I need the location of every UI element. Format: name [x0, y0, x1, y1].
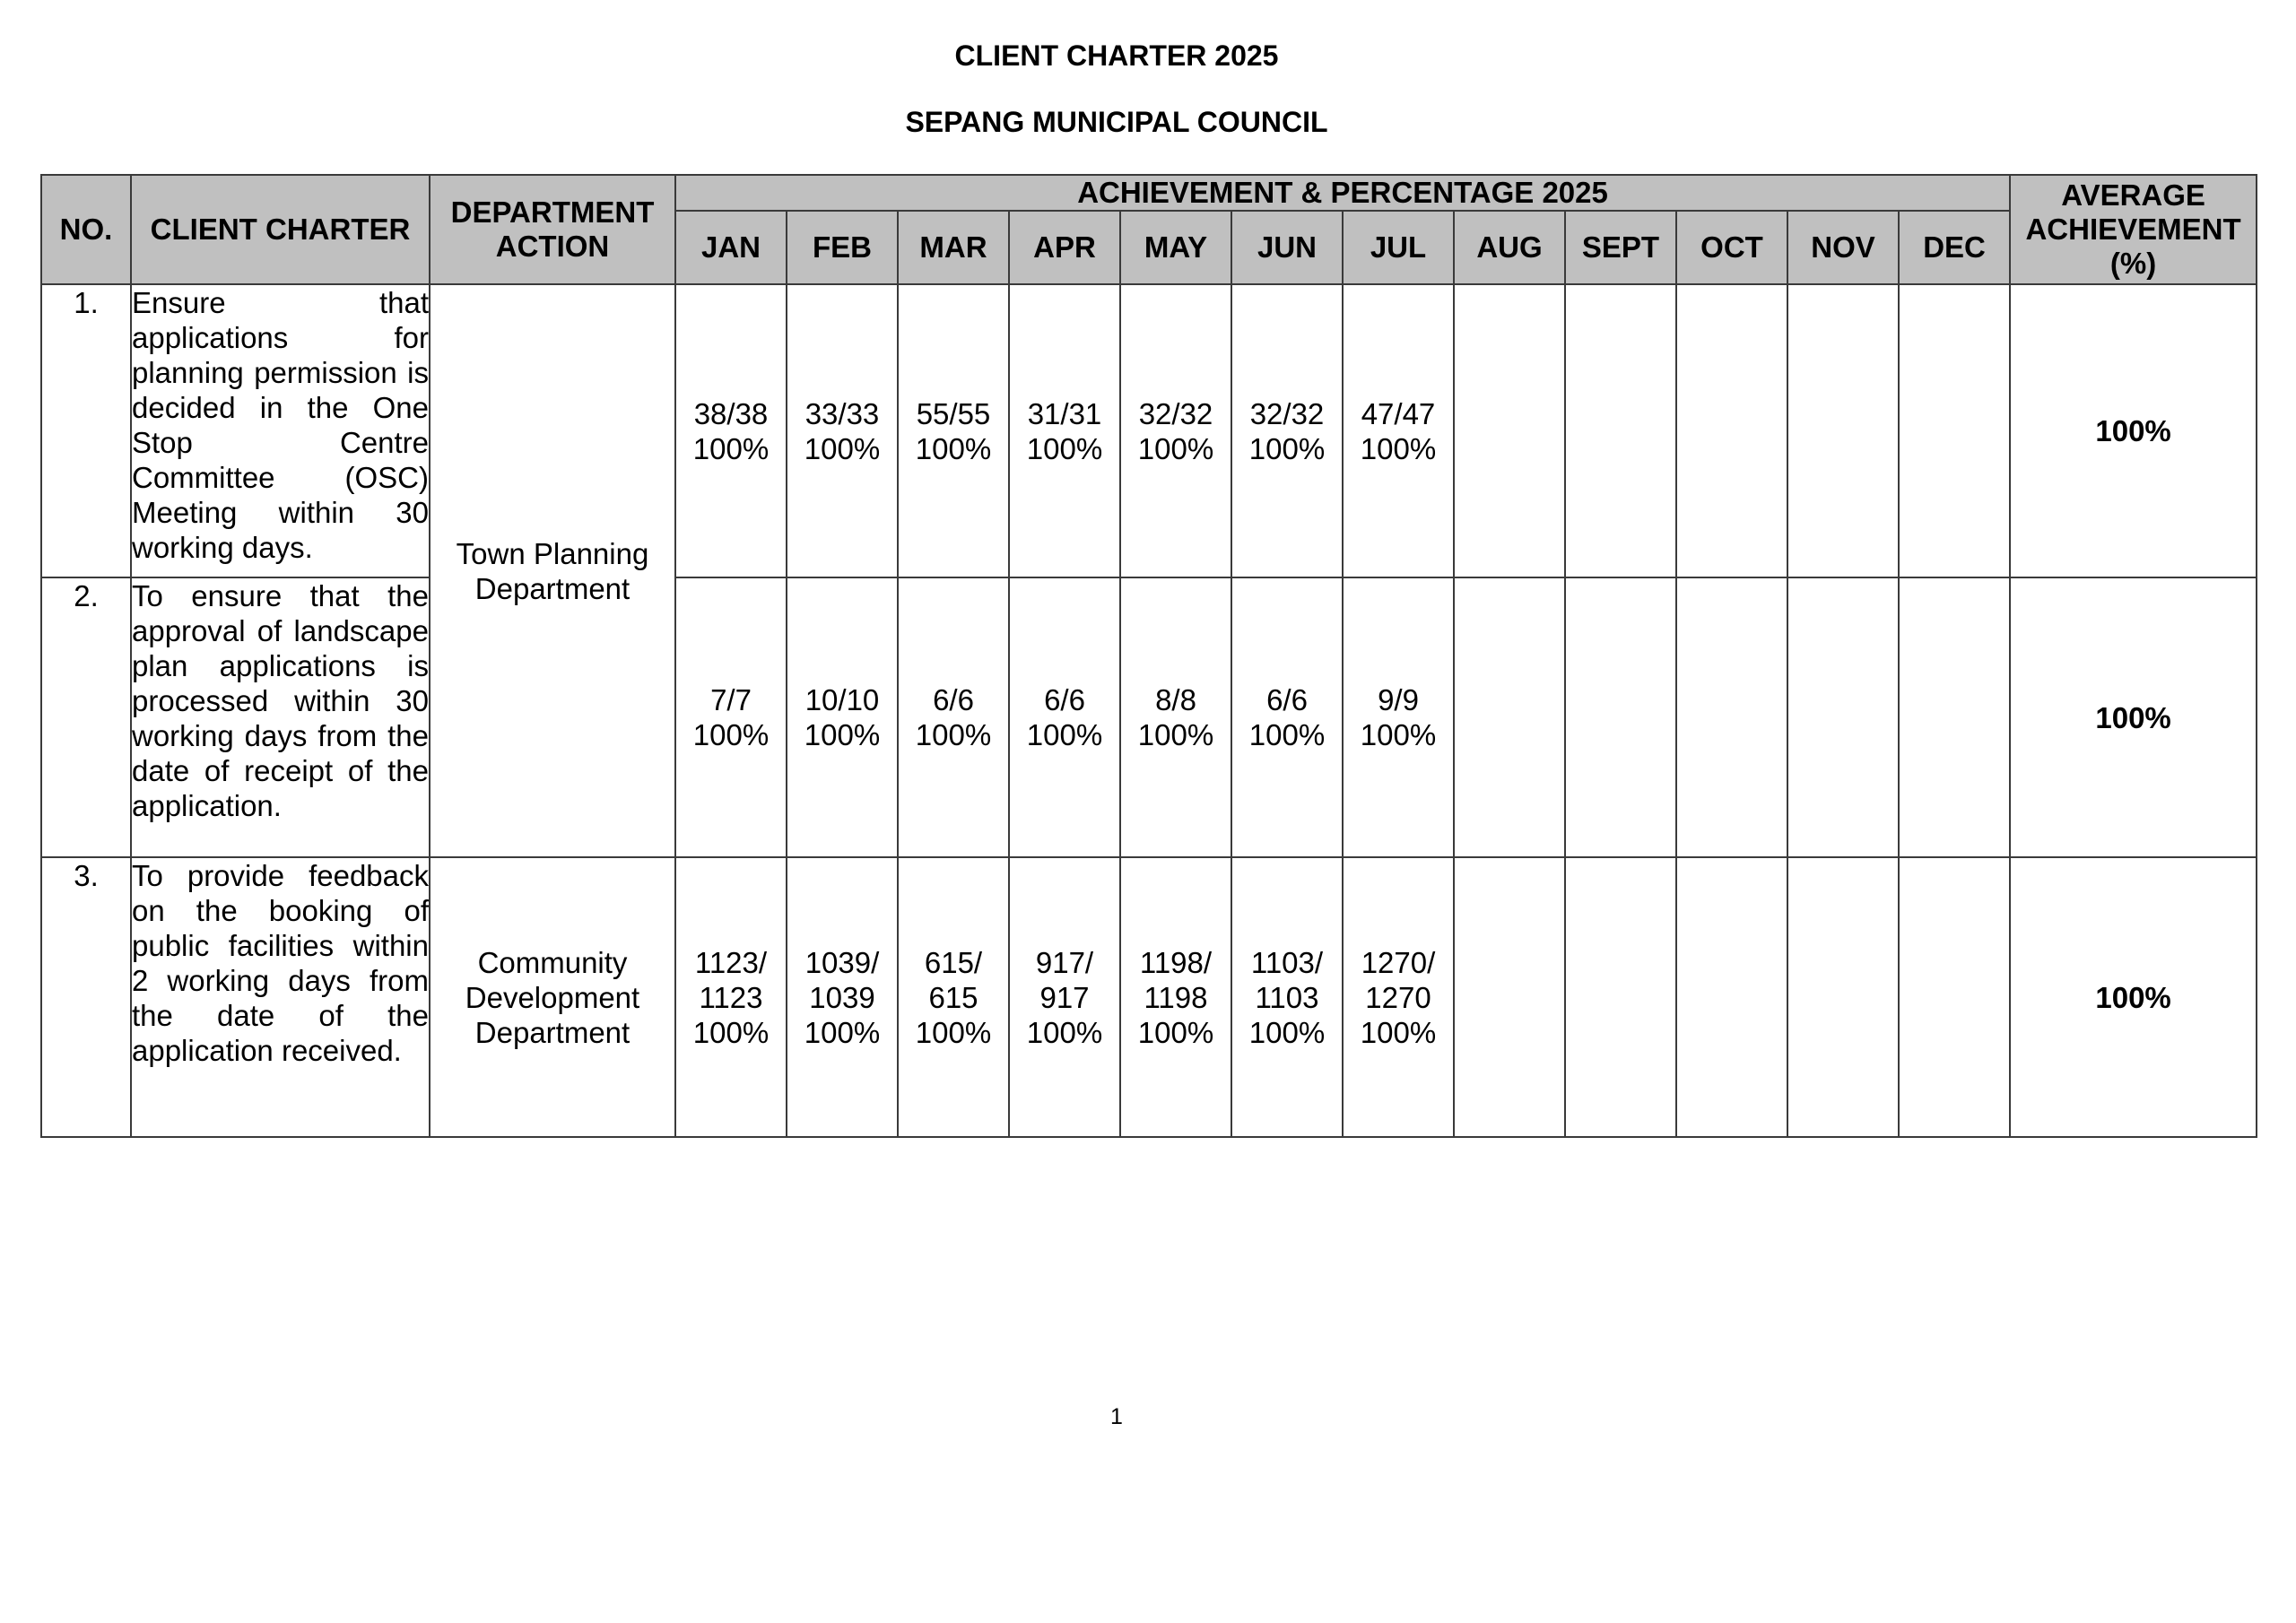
- header-month-dec: DEC: [1899, 211, 2010, 284]
- month-value-jul: [1343, 857, 1454, 1137]
- month-value-feb: [787, 577, 898, 857]
- month-value-mar: [898, 857, 1009, 1137]
- percentage: 100%: [1137, 431, 1214, 465]
- percentage: 100%: [1026, 1015, 1103, 1049]
- percentage: 100%: [1137, 1015, 1214, 1049]
- document-subtitle: SEPANG MUNICIPAL COUNCIL: [905, 106, 1328, 138]
- department-action: Town Planning Department: [430, 284, 675, 857]
- month-value-mar: [898, 284, 1009, 577]
- month-value-dec: [1899, 857, 2010, 1137]
- percentage: 100%: [1248, 1015, 1326, 1049]
- header-month-jun: JUN: [1231, 211, 1343, 284]
- header-month-may: MAY: [1120, 211, 1231, 284]
- fraction: 6/6: [933, 683, 974, 716]
- month-value-jan: [675, 577, 787, 857]
- percentage: 100%: [915, 431, 992, 465]
- header-month-feb: FEB: [787, 211, 898, 284]
- month-value-aug: [1454, 577, 1565, 857]
- fraction: 6/6: [1044, 683, 1085, 716]
- month-value-jun: [1231, 857, 1343, 1137]
- client-charter-text: To ensure that the approval of landscape plan applications is processed within 30 working days from the date of receipt of the application.: [131, 577, 430, 857]
- month-value-apr: [1009, 284, 1120, 577]
- month-value-nov: [1787, 857, 1899, 1137]
- month-value-oct: [1676, 284, 1787, 577]
- month-value-jan: [675, 284, 787, 577]
- table-row: [41, 577, 2257, 857]
- month-value-jun: [1231, 284, 1343, 577]
- percentage: 100%: [1248, 431, 1326, 465]
- header-month-apr: APR: [1009, 211, 1120, 284]
- fraction: 32/32: [1249, 396, 1325, 430]
- month-value-jun: [1231, 577, 1343, 857]
- month-value-jul: [1343, 284, 1454, 577]
- percentage: 100%: [804, 718, 881, 751]
- month-value-sept: [1565, 857, 1676, 1137]
- fraction: 1198/ 1198: [1139, 945, 1213, 1014]
- percentage: 100%: [1360, 718, 1437, 751]
- fraction: 33/33: [804, 396, 880, 430]
- average-achievement-value: 100%: [2010, 284, 2257, 577]
- percentage: 100%: [1360, 431, 1437, 465]
- header-month-jul: JUL: [1343, 211, 1454, 284]
- fraction: 6/6: [1266, 683, 1308, 716]
- page-number: 1: [1110, 1404, 1123, 1429]
- department-action: Community Development Department: [430, 857, 675, 1137]
- fraction: 1123/ 1123: [694, 945, 768, 1014]
- header-average-achievement: AVERAGE ACHIEVEMENT (%): [2010, 175, 2257, 284]
- month-value-apr: [1009, 577, 1120, 857]
- percentage: 100%: [915, 1015, 992, 1049]
- header-month-mar: MAR: [898, 211, 1009, 284]
- row-number: 3.: [41, 857, 131, 1137]
- month-value-apr: [1009, 857, 1120, 1137]
- month-value-sept: [1565, 577, 1676, 857]
- month-value-may: [1120, 577, 1231, 857]
- fraction: 917/ 917: [1035, 945, 1094, 1014]
- percentage: 100%: [1026, 718, 1103, 751]
- month-value-aug: [1454, 857, 1565, 1137]
- month-value-aug: [1454, 284, 1565, 577]
- month-value-sept: [1565, 284, 1676, 577]
- table-row: [41, 284, 2257, 577]
- fraction: 32/32: [1138, 396, 1213, 430]
- percentage: 100%: [804, 1015, 881, 1049]
- header-month-sept: SEPT: [1565, 211, 1676, 284]
- percentage: 100%: [1026, 431, 1103, 465]
- fraction: 31/31: [1027, 396, 1102, 430]
- percentage: 100%: [1137, 718, 1214, 751]
- client-charter-text: Ensure that applications for planning permission is decided in the One Stop Centre Committee (OSC) Meeting within 30 working days.: [131, 284, 430, 577]
- fraction: 10/10: [804, 683, 880, 716]
- percentage: 100%: [692, 718, 770, 751]
- header-client-charter: CLIENT CHARTER: [131, 175, 430, 284]
- average-achievement-value: 100%: [2010, 857, 2257, 1137]
- document-title: CLIENT CHARTER 2025: [954, 39, 1279, 72]
- table-row: [41, 857, 2257, 1137]
- client-charter-text: To provide feedback on the booking of public facilities within 2 working days from the date of the application received.: [131, 857, 430, 1137]
- month-value-dec: [1899, 284, 2010, 577]
- client-charter-table: [40, 174, 2257, 1138]
- month-value-nov: [1787, 284, 1899, 577]
- fraction: 38/38: [693, 396, 769, 430]
- percentage: 100%: [692, 431, 770, 465]
- header-department-action: DEPARTMENT ACTION: [430, 175, 675, 284]
- header-month-jan: JAN: [675, 211, 787, 284]
- fraction: 8/8: [1155, 683, 1196, 716]
- percentage: 100%: [915, 718, 992, 751]
- average-achievement-value: 100%: [2010, 577, 2257, 857]
- fraction: 55/55: [916, 396, 991, 430]
- month-value-oct: [1676, 857, 1787, 1137]
- percentage: 100%: [692, 1015, 770, 1049]
- fraction: 9/9: [1378, 683, 1419, 716]
- fraction: 1039/ 1039: [804, 945, 880, 1014]
- fraction: 7/7: [710, 683, 752, 716]
- row-number: 1.: [41, 284, 131, 577]
- month-value-may: [1120, 284, 1231, 577]
- percentage: 100%: [804, 431, 881, 465]
- month-value-oct: [1676, 577, 1787, 857]
- header-month-nov: NOV: [1787, 211, 1899, 284]
- month-value-jul: [1343, 577, 1454, 857]
- month-value-may: [1120, 857, 1231, 1137]
- percentage: 100%: [1360, 1015, 1437, 1049]
- header-achievement: ACHIEVEMENT & PERCENTAGE 2025: [675, 175, 2010, 211]
- row-number: 2.: [41, 577, 131, 857]
- month-value-feb: [787, 284, 898, 577]
- header-no: NO.: [41, 175, 131, 284]
- fraction: 47/47: [1361, 396, 1436, 430]
- percentage: 100%: [1248, 718, 1326, 751]
- month-value-feb: [787, 857, 898, 1137]
- header-month-aug: AUG: [1454, 211, 1565, 284]
- fraction: 1103/ 1103: [1250, 945, 1324, 1014]
- header-row-1: [41, 175, 2257, 211]
- month-value-dec: [1899, 577, 2010, 857]
- month-value-jan: [675, 857, 787, 1137]
- fraction: 1270/ 1270: [1361, 945, 1436, 1014]
- header-month-oct: OCT: [1676, 211, 1787, 284]
- month-value-nov: [1787, 577, 1899, 857]
- fraction: 615/ 615: [924, 945, 983, 1014]
- month-value-mar: [898, 577, 1009, 857]
